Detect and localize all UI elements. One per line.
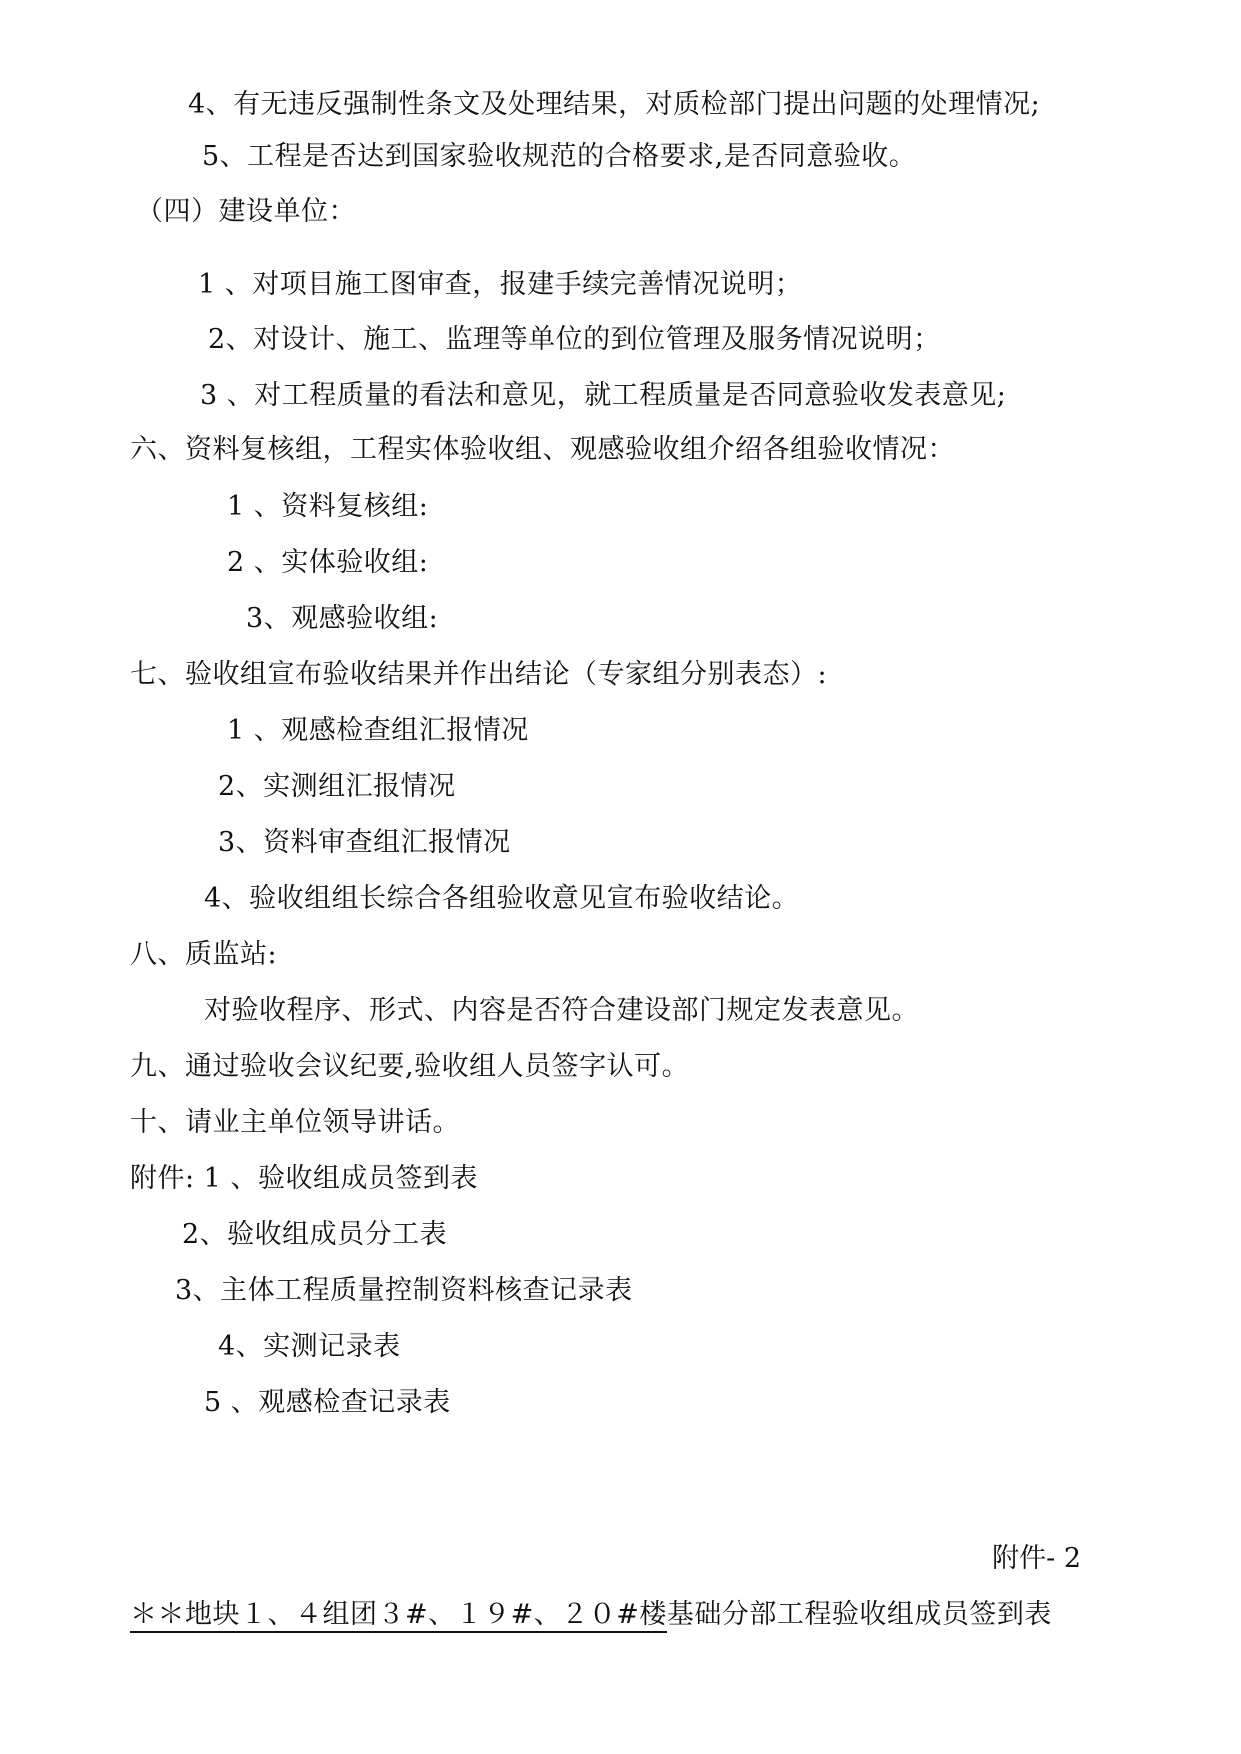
text-line: 六、资料复核组，工程实体验收组、观感验收组介绍各组验收情况：	[130, 434, 955, 465]
text-line: 七、验收组宣布验收结果并作出结论（专家组分别表态）:	[130, 659, 828, 690]
text-line: 2、对设计、施工、监理等单位的到位管理及服务情况说明；	[208, 324, 941, 355]
text-line: 2、验收组成员分工表	[182, 1219, 448, 1250]
table-title-rest: 基础分部工程验收组成员签到表	[666, 1599, 1052, 1630]
text-line: 对验收程序、形式、内容是否符合建设部门规定发表意见。	[204, 995, 919, 1026]
text-line: 3、观感验收组:	[246, 603, 439, 634]
text-line: 4、实测记录表	[218, 1331, 401, 1362]
text-line: 2、实测组汇报情况	[218, 771, 456, 802]
text-line: 4、验收组组长综合各组验收意见宣布验收结论。	[204, 883, 800, 914]
text-line: 2 、实体验收组:	[227, 547, 429, 578]
text-line: 3、资料审查组汇报情况	[218, 827, 511, 858]
text-line: 3、主体工程质量控制资料核查记录表	[175, 1275, 633, 1306]
text-line: 1 、资料复核组:	[227, 491, 429, 522]
text-line: 1 、观感检查组汇报情况	[227, 715, 529, 746]
text-line: 5、工程是否达到国家验收规范的合格要求,是否同意验收。	[202, 141, 917, 172]
attachment-label: 附件- 2	[992, 1543, 1081, 1574]
text-line: 4、有无违反强制性条文及处理结果，对质检部门提出问题的处理情况;	[188, 89, 1041, 120]
text-line: 十、请业主单位领导讲话。	[130, 1107, 460, 1138]
text-line: 八、质监站:	[130, 939, 278, 970]
text-line: 3 、对工程质量的看法和意见，就工程质量是否同意验收发表意见;	[200, 380, 1007, 411]
text-line: 5 、观感检查记录表	[204, 1387, 451, 1418]
text-line: 九、通过验收会议纪要,验收组人员签字认可。	[130, 1051, 690, 1082]
table-title-underlined: ＊＊地块１、４组团３#、１９#、２０#楼	[130, 1599, 667, 1633]
text-line: 1 、对项目施工图审查，报建手续完善情况说明；	[198, 269, 803, 300]
table-title	[130, 1598, 1052, 1632]
text-line: 附件: 1 、验收组成员签到表	[130, 1163, 478, 1194]
text-line: （四）建设单位：	[136, 196, 356, 227]
